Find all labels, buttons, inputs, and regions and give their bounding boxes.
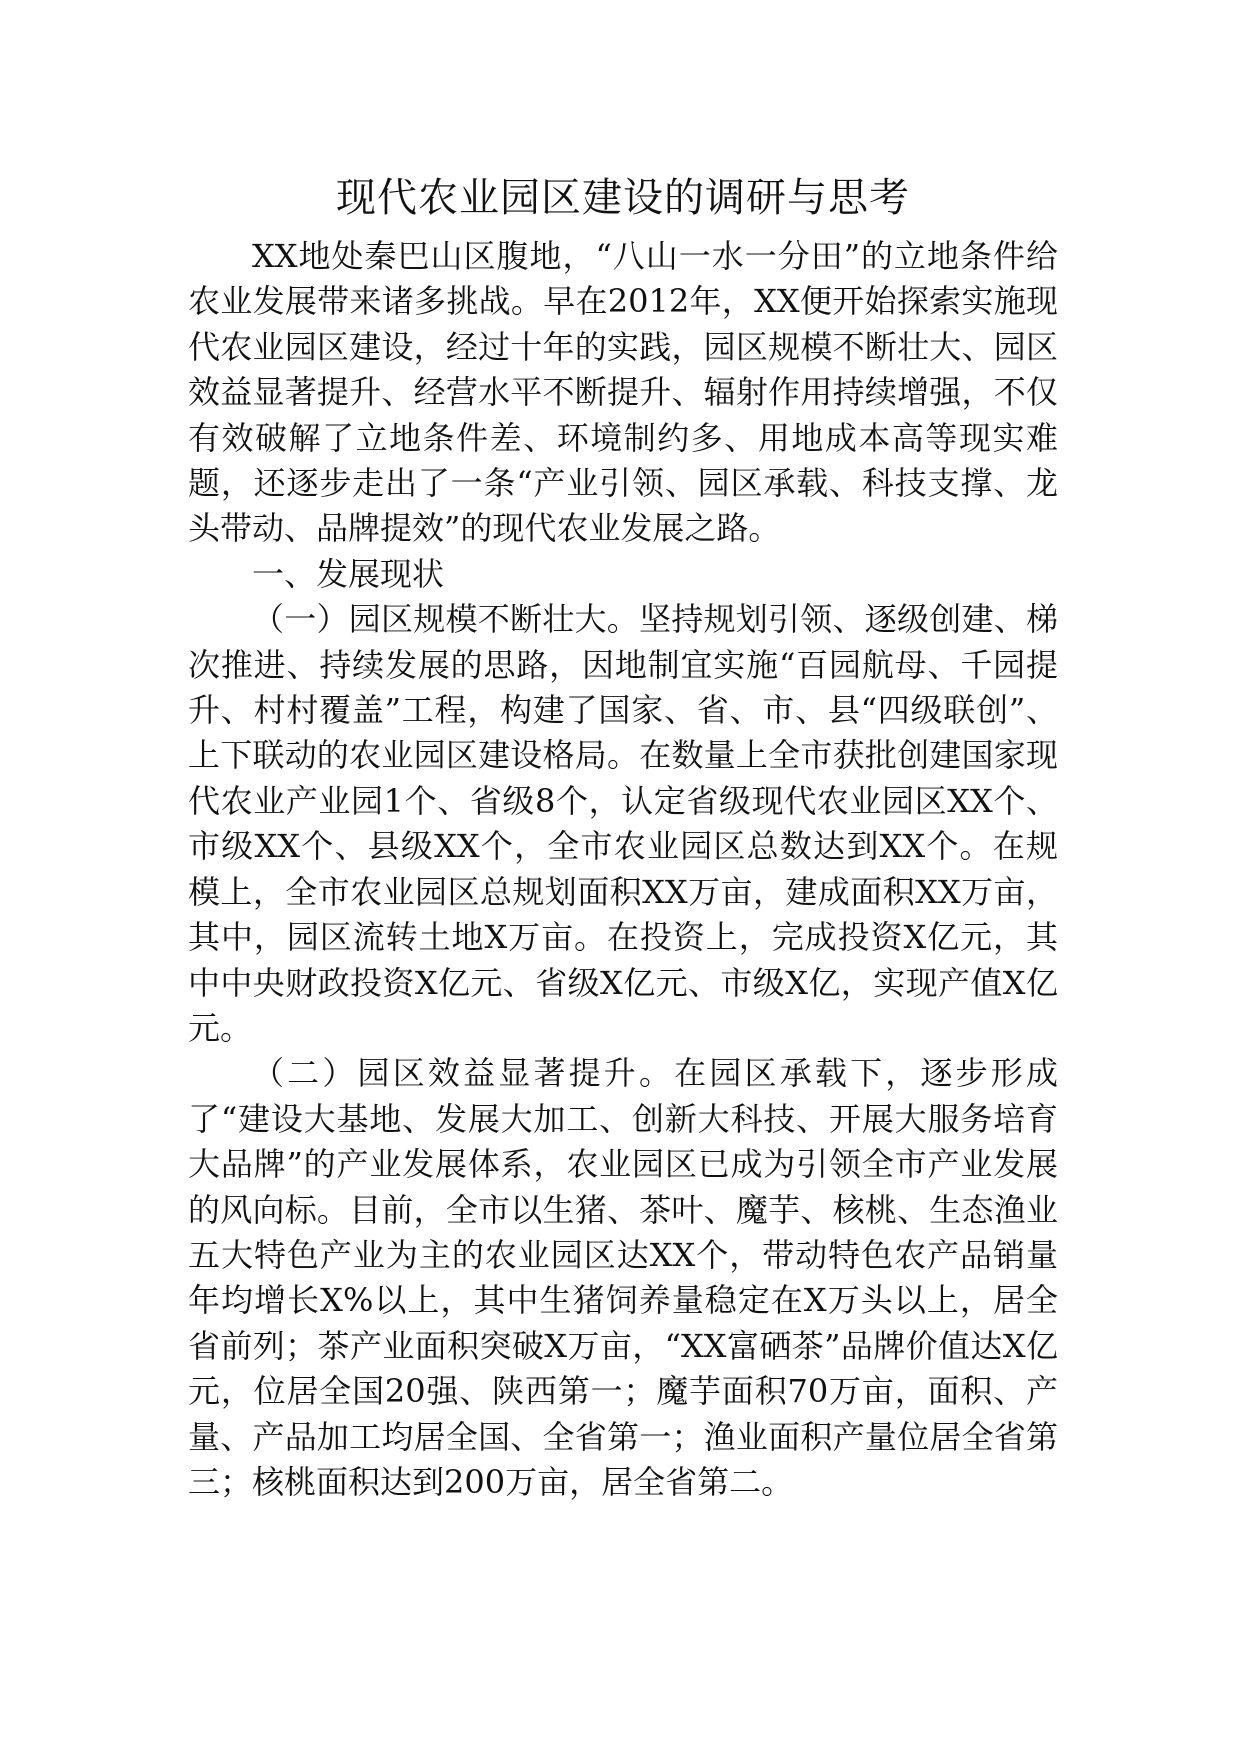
intro-paragraph: XX地处秦巴山区腹地，“八山一水一分田”的立地条件给农业发展带来诸多挑战。早在2012年，XX便开始探索实施现代农业园区建设，经过十年的实践，园区规模不断壮大、园区效益显著提升、经营水平不断提升、辐射作用持续增强，不仅有效破解了立地条件差、环境制约多、用地成本高等现实难题，还逐步走出了一条“产业引领、园区承载、科技支撑、龙头带动、品牌提效”的现代农业发展之路。 [188,237,1058,548]
section-paragraph-2: （二）园区效益显著提升。在园区承载下，逐步形成了“建设大基地、发展大加工、创新大科技、开展大服务培育大品牌”的产业发展体系，农业园区已成为引领全市产业发展的风向标。目前，全市以生猪、茶叶、魔芋、核桃、生态渔业五大特色产业为主的农业园区达XX个，带动特色农产品销量年均增长X%以上，其中生猪饲养量稳定在X万头以上，居全省前列；茶产业面积突破X万亩，“XX富硒茶”品牌价值达X亿元，位居全国20强、陕西第一；魔芋面积70万亩，面积、产量、产品加工均居全国、全省第一；渔业面积产量位居全省第三；核桃面积达到200万亩，居全省第二。 [188,1054,1058,1501]
section-paragraph-1: （一）园区规模不断壮大。坚持规划引领、逐级创建、梯次推进、持续发展的思路，因地制宜实施“百园航母、千园提升、村村覆盖”工程，构建了国家、省、市、县“四级联创”、上下联动的农业园区建设格局。在数量上全市获批创建国家现代农业产业园1个、省级8个，认定省级现代农业园区XX个、市级XX个、县级XX个，全市农业园区总数达到XX个。在规模上，全市农业园区总规划面积XX万亩，建成面积XX万亩，其中，园区流转土地X万亩。在投资上，完成投资X亿元，其中中央财政投资X亿元、省级X亿元、市级X亿，实现产值X亿元。 [188,600,1058,1047]
section-heading: 一、发展现状 [252,554,445,593]
document-title: 现代农业园区建设的调研与思考 [336,175,910,221]
document-page [188,170,1058,1505]
